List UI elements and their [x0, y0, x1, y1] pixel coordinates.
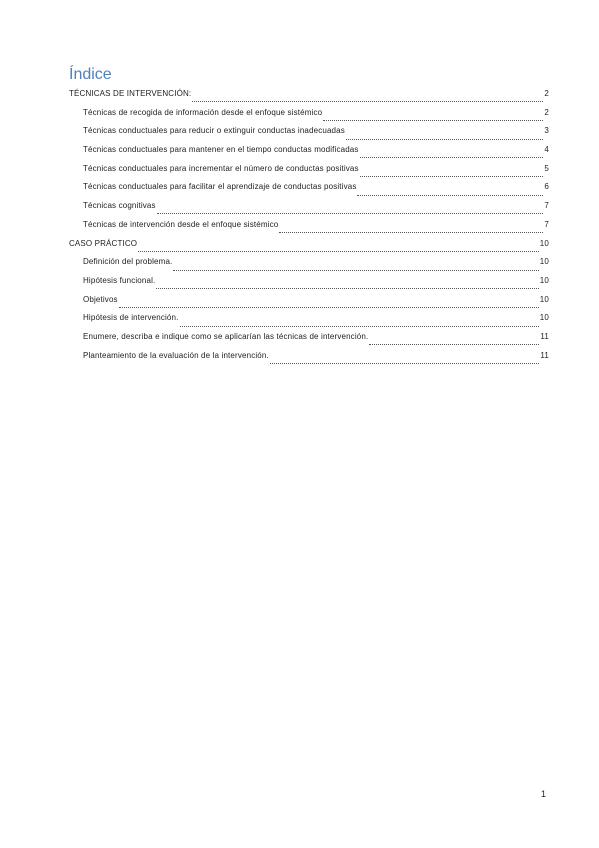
toc-entry[interactable]: [69, 108, 549, 127]
toc-entry-title: Técnicas conductuales para incrementar el número de conductas positivas: [83, 163, 359, 173]
toc-entry-page: 7: [544, 219, 549, 229]
toc-entry-title: Definición del problema.: [83, 257, 173, 267]
toc-entry-page: 10: [539, 238, 549, 248]
toc-entry-title: Técnicas cognitivas: [83, 201, 156, 211]
toc-entry-page: 10: [539, 313, 549, 323]
toc-title: Índice: [69, 66, 112, 83]
toc-entry-page: 2: [544, 107, 549, 117]
toc-leader-dots: [279, 231, 543, 233]
toc-leader-dots: [156, 287, 538, 289]
toc-entry[interactable]: [69, 182, 549, 201]
toc-leader-dots: [173, 269, 538, 271]
toc-leader-dots: [270, 362, 540, 364]
toc-leader-dots: [369, 343, 539, 345]
toc-leader-dots: [192, 100, 543, 102]
toc-leader-dots: [346, 138, 543, 140]
toc-entry-page: 2: [544, 89, 549, 98]
toc-entry-title: Técnicas de intervención desde el enfoque sistémico: [83, 219, 279, 229]
toc-entry-title: TÉCNICAS DE INTERVENCIÓN:: [69, 89, 192, 98]
toc-entry[interactable]: [69, 89, 549, 108]
toc-entry[interactable]: [69, 313, 549, 332]
toc-entry-page: 10: [539, 257, 549, 267]
toc-entry-title: Técnicas de recogida de información desde el enfoque sistémico: [83, 107, 323, 117]
toc-entry-title: Objetivos: [83, 294, 118, 304]
toc-entry-page: 10: [539, 294, 549, 304]
toc-entry[interactable]: [69, 332, 549, 351]
toc-entry-title: Hipótesis funcional.: [83, 275, 156, 285]
toc-entry[interactable]: [69, 201, 549, 220]
toc-leader-dots: [157, 212, 544, 214]
toc-entry-page: 11: [540, 350, 549, 360]
toc-entry-title: Planteamiento de la evaluación de la intervención.: [83, 350, 269, 360]
toc-entry-page: 4: [544, 145, 549, 155]
toc-leader-dots: [360, 156, 544, 158]
page-number: 1: [541, 789, 547, 799]
toc-entry[interactable]: [69, 351, 549, 370]
toc-entry-page: 3: [544, 126, 549, 136]
toc-entry-title: Técnicas conductuales para reducir o extinguir conductas inadecuadas: [83, 126, 345, 136]
toc-entry-title: CASO PRÁCTICO: [69, 238, 138, 248]
toc-leader-dots: [138, 250, 539, 252]
toc-entry[interactable]: [69, 145, 549, 164]
toc-entry[interactable]: [69, 220, 549, 239]
toc-leader-dots: [119, 306, 539, 308]
toc-leader-dots: [357, 194, 543, 196]
toc-entry-page: 10: [539, 275, 549, 285]
toc-entry[interactable]: [69, 126, 549, 145]
toc-entry-title: Hipótesis de intervención.: [83, 313, 179, 323]
toc-entry[interactable]: [69, 257, 549, 276]
toc-entry-page: 11: [540, 331, 549, 341]
toc-leader-dots: [360, 175, 544, 177]
toc-entry[interactable]: [69, 164, 549, 183]
toc-entry[interactable]: [69, 295, 549, 314]
toc-entry-title: Enumere, describa e indique como se aplicarían las técnicas de intervención.: [83, 331, 369, 341]
toc-entry-title: Técnicas conductuales para mantener en el tiempo conductas modificadas: [83, 145, 359, 155]
toc-leader-dots: [323, 119, 543, 121]
toc-entry-title: Técnicas conductuales para facilitar el aprendizaje de conductas positivas: [83, 182, 357, 192]
toc-entry[interactable]: [69, 239, 549, 258]
toc-entry[interactable]: [69, 276, 549, 295]
toc-leader-dots: [180, 325, 539, 327]
toc-entry-page: 6: [544, 182, 549, 192]
table-of-contents: [69, 89, 549, 369]
toc-entry-page: 7: [544, 201, 549, 211]
toc-entry-page: 5: [544, 163, 549, 173]
